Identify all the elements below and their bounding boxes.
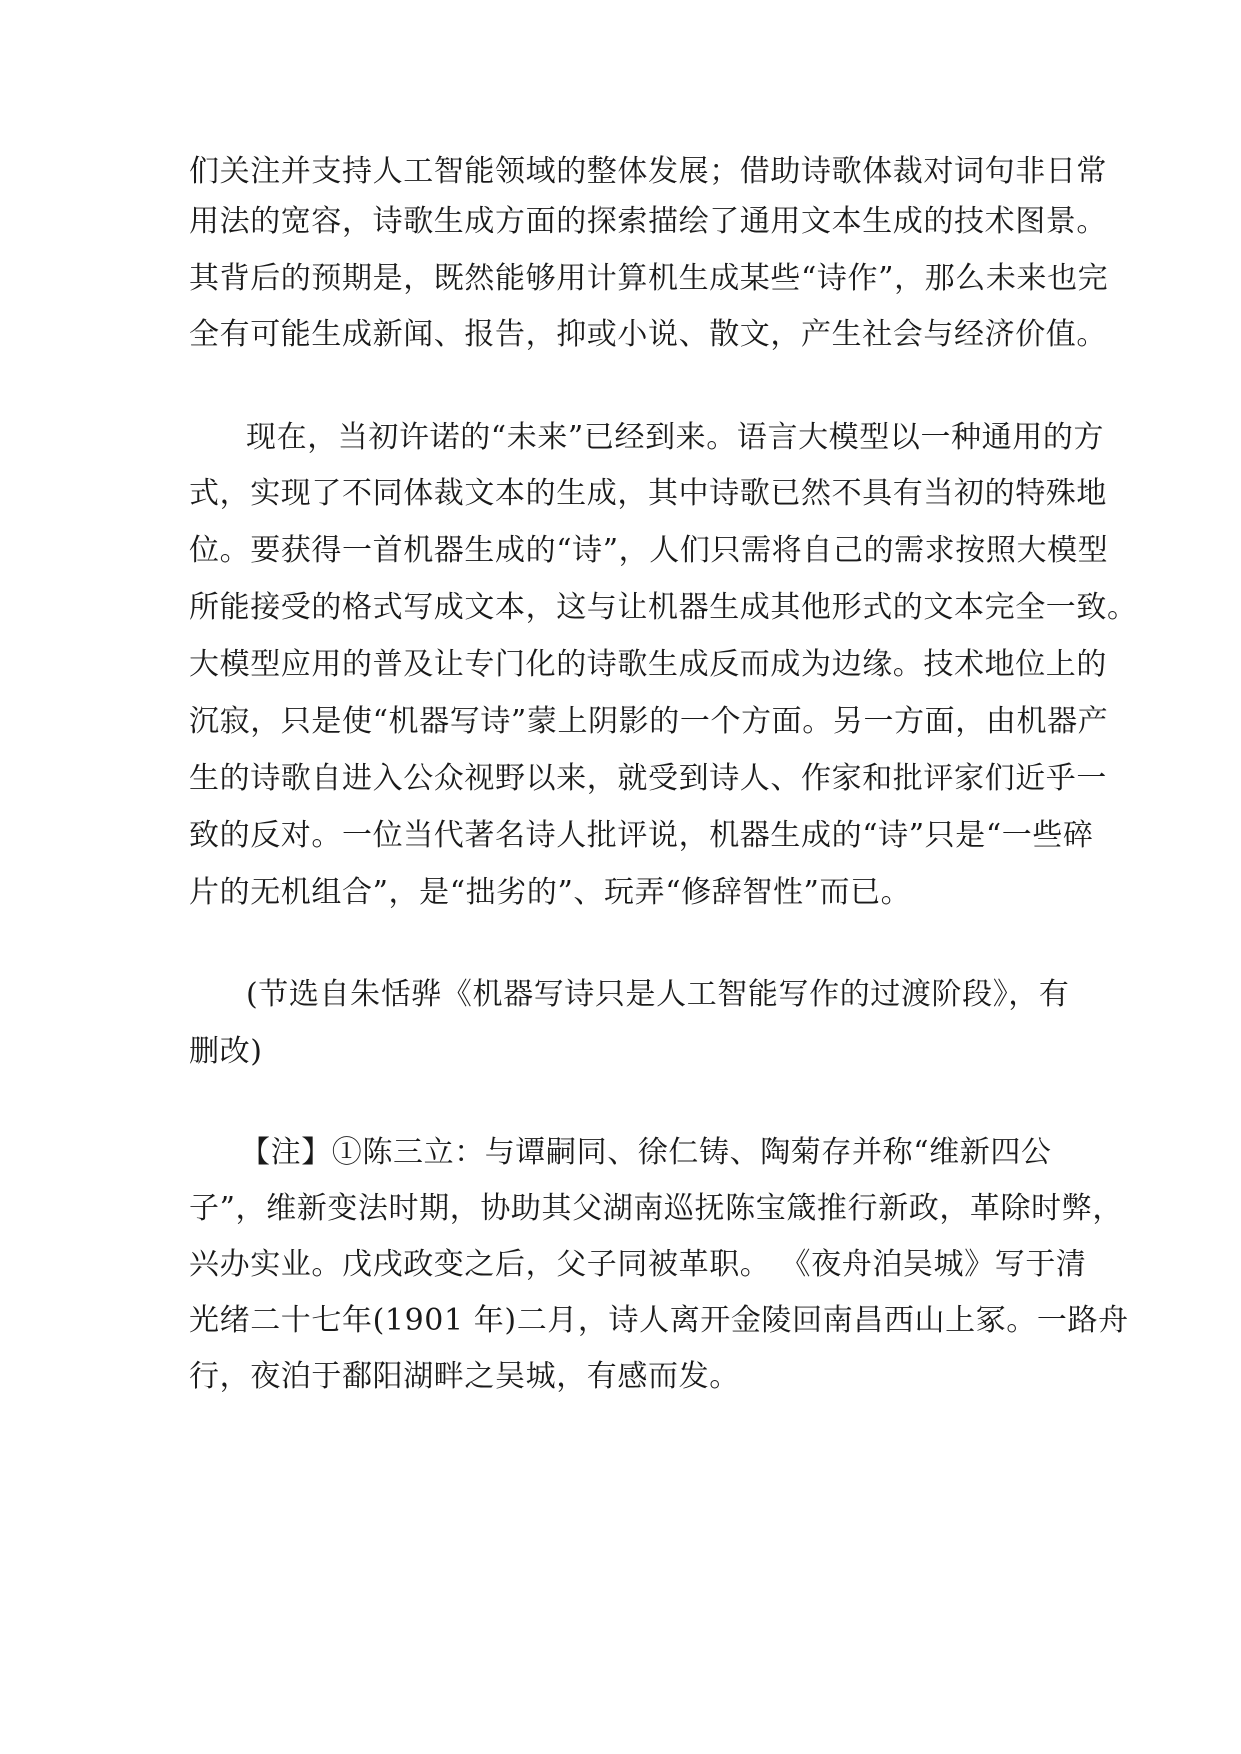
text-line: 生的诗歌自进入公众视野以来，就受到诗人、作家和批评家们近乎一 [189, 761, 1107, 796]
text-line: 删改) [189, 1034, 263, 1069]
text-line: 用法的宽容，诗歌生成方面的探索描绘了通用文本生成的技术图景。 [189, 204, 1107, 239]
text-line: 光绪二十七年(1901 年)二月，诗人离开金陵回南昌西山上冢。一路舟 [189, 1303, 1129, 1338]
text-line: 子”，维新变法时期，协助其父湖南巡抚陈宝箴推行新政，革除时弊， [189, 1191, 1123, 1226]
text-line: 兴办实业。戊戌政变之后，父子同被革职。 《夜舟泊吴城》写于清 [189, 1247, 1087, 1282]
text-line: 所能接受的格式写成文本，这与让机器生成其他形式的文本完全一致。 [189, 590, 1138, 625]
text-line: 现在，当初许诺的“未来”已经到来。语言大模型以一种通用的方 [246, 420, 1105, 455]
text-line: 【注】①陈三立：与谭嗣同、徐仁铸、陶菊存并称“维新四公 [240, 1135, 1052, 1170]
text-line: 行，夜泊于鄱阳湖畔之吴城，有感而发。 [189, 1359, 740, 1394]
text-line: (节选自朱恬骅《机器写诗只是人工智能写作的过渡阶段》，有 [246, 977, 1070, 1012]
text-line: 片的无机组合”，是“拙劣的”、玩弄“修辞智性”而已。 [189, 875, 912, 910]
text-line: 其背后的预期是，既然能够用计算机生成某些“诗作”，那么未来也完 [189, 261, 1109, 296]
text-line: 式，实现了不同体裁文本的生成，其中诗歌已然不具有当初的特殊地 [189, 476, 1107, 511]
text-line: 大模型应用的普及让专门化的诗歌生成反而成为边缘。技术地位上的 [189, 647, 1107, 682]
text-line: 位。要获得一首机器生成的“诗”，人们只需将自己的需求按照大模型 [189, 533, 1109, 568]
text-line: 全有可能生成新闻、报告，抑或小说、散文，产生社会与经济价值。 [189, 317, 1107, 352]
text-line: 们关注并支持人工智能领域的整体发展；借助诗歌体裁对词句非日常 [189, 154, 1107, 189]
text-line: 沉寂，只是使“机器写诗”蒙上阴影的一个方面。另一方面，由机器产 [189, 704, 1109, 739]
text-line: 致的反对。一位当代著名诗人批评说，机器生成的“诗”只是“一些碎 [189, 818, 1094, 853]
